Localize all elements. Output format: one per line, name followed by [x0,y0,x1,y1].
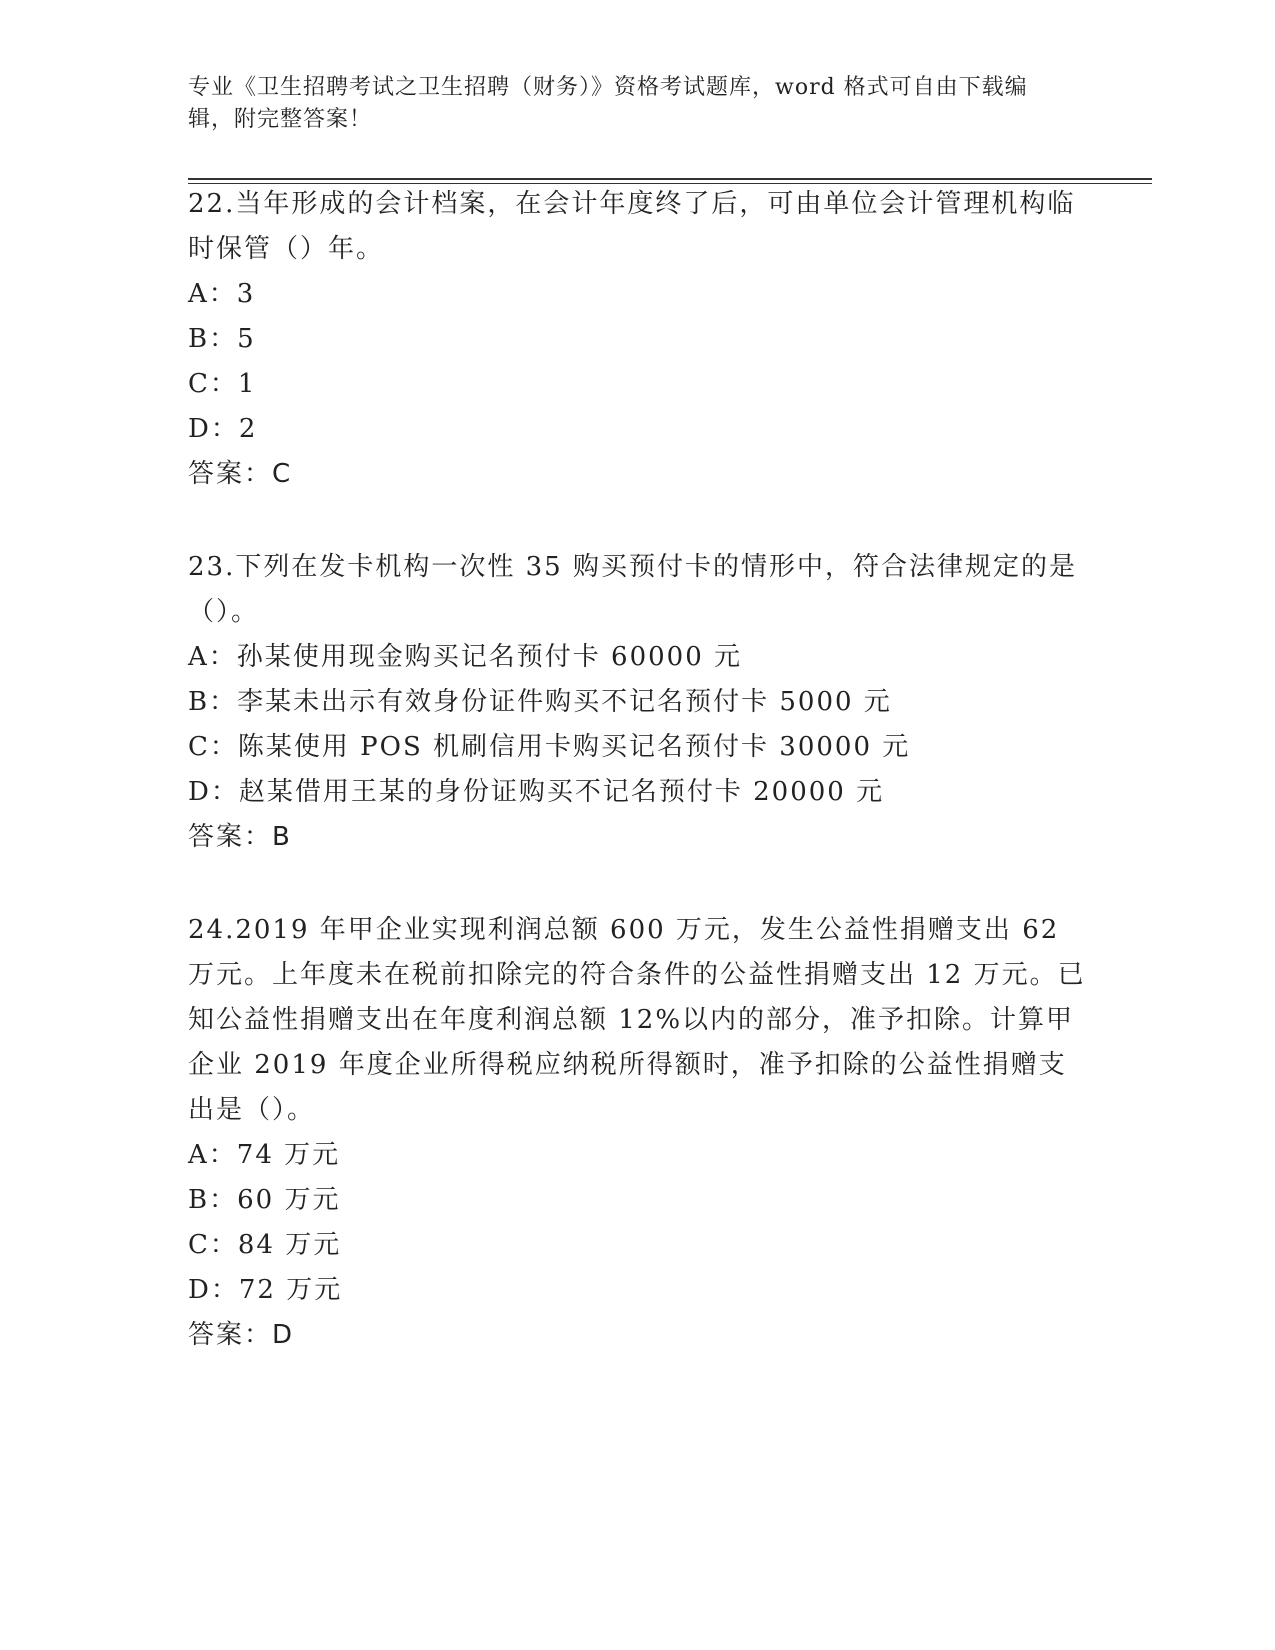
option-d: D：2 [188,414,258,444]
question-text: 22.当年形成的会计档案，在会计年度终了后，可由单位会计管理机构临时保管（）年。 [188,189,1076,264]
question-text: 23.下列在发卡机构一次性 35 购买预付卡的情形中，符合法律规定的是（）。 [188,552,1077,627]
option-a: A：孙某使用现金购买记名预付卡 60000 元 [188,642,743,672]
option-c: C：陈某使用 POS 机刷信用卡购买记名预付卡 30000 元 [188,732,911,762]
answer-text: 答案：D [188,1320,295,1350]
option-a: A：74 万元 [188,1140,341,1170]
option-c: C：1 [188,369,257,399]
question-23 [188,545,1088,860]
question-24 [188,908,1088,1358]
option-b: B：李某未出示有效身份证件购买不记名预付卡 5000 元 [188,687,892,717]
question-22 [188,182,1088,497]
question-text: 24.2019 年甲企业实现利润总额 600 万元，发生公益性捐赠支出 62 万元。上年度未在税前扣除完的符合条件的公益性捐赠支出 12 万元。已知公益性捐赠支出在年度利润总额 12%以内的部分，准予扣除。计算甲企业 2019 年度企业所得税应纳税所得额时，准予扣除的公益性捐赠支出是（）。 [188,915,1086,1125]
option-a: A：3 [188,279,256,309]
answer-text: 答案：B [188,822,292,852]
document-header: 专业《卫生招聘考试之卫生招聘（财务）》资格考试题库，word 格式可自由下载编辑，附完整答案！ [188,75,1028,132]
option-d: D：赵某借用王某的身份证购买不记名预付卡 20000 元 [188,777,885,807]
header-divider [188,178,1152,180]
option-b: B：5 [188,324,256,354]
option-d: D：72 万元 [188,1275,343,1305]
option-c: C：84 万元 [188,1230,342,1260]
answer-text: 答案：C [188,459,293,489]
option-b: B：60 万元 [188,1185,341,1215]
